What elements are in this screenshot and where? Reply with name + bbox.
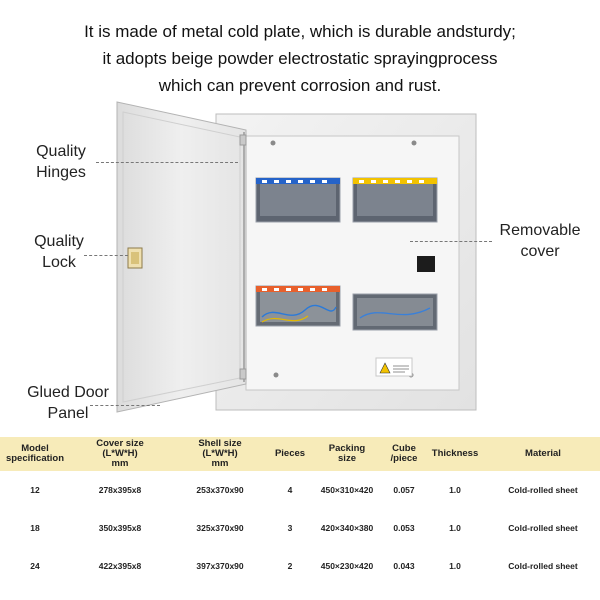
header-text: mm — [111, 458, 129, 469]
table-cell: 325x370x90 — [196, 523, 244, 533]
table-cell: 278x395x8 — [98, 485, 142, 495]
header-pieces — [270, 437, 310, 471]
table-cell: 422x395x8 — [98, 561, 142, 571]
table-cell: 350x395x8 — [98, 523, 142, 533]
header-text: Material — [525, 448, 561, 459]
intro-line: it adopts beige powder electrostatic sprayingprocess — [102, 49, 498, 68]
screw — [274, 373, 279, 378]
hinge — [240, 135, 246, 145]
header-text: size — [338, 453, 356, 464]
spec-table-header-row — [0, 437, 600, 471]
header-model — [0, 437, 70, 471]
intro-line: which can prevent corrosion and rust. — [158, 76, 442, 95]
callout-line: Panel — [47, 405, 89, 422]
table-row — [0, 471, 600, 509]
table-cell: 0.057 — [393, 485, 415, 495]
intro-line: It is made of metal cold plate, which is durable andsturdy; — [84, 22, 516, 41]
table-cell: 12 — [30, 485, 40, 495]
table-cell: Cold-rolled sheet — [508, 485, 578, 495]
table-cell: 420×340×380 — [320, 523, 374, 533]
spec-table — [0, 437, 600, 585]
header-thickness — [424, 437, 486, 471]
callout-quality-lock — [26, 231, 92, 273]
table-cell: 0.053 — [393, 523, 415, 533]
table-cell: 397x370x90 — [196, 561, 244, 571]
header-text: specification — [5, 453, 65, 464]
header-material — [486, 437, 600, 471]
callout-line: Hinges — [36, 164, 86, 181]
screw — [412, 141, 417, 146]
table-cell: 450×230×420 — [320, 561, 374, 571]
header-cover-size — [70, 437, 170, 471]
hinge — [240, 369, 246, 379]
header-text: Shell size — [198, 438, 242, 449]
table-cell: 2 — [287, 561, 293, 571]
table-row — [0, 547, 600, 585]
header-shell-size — [170, 437, 270, 471]
table-cell: 3 — [287, 523, 293, 533]
leader-line — [84, 255, 128, 256]
table-cell: 450×310×420 — [320, 485, 374, 495]
header-text: mm — [211, 458, 229, 469]
table-cell: 1.0 — [449, 485, 461, 495]
header-packing-size — [310, 437, 384, 471]
table-cell: 0.043 — [393, 561, 415, 571]
header-text: Cover size — [96, 438, 144, 449]
callout-removable-cover — [490, 220, 590, 262]
leader-line — [410, 241, 492, 242]
callout-line: Lock — [42, 254, 76, 271]
header-text: /piece — [390, 453, 418, 464]
product-stage — [0, 92, 600, 427]
table-cell: 1.0 — [449, 561, 461, 571]
callout-glued-door-panel — [16, 382, 120, 424]
header-text: Packing — [328, 443, 366, 454]
header-text: Thickness — [431, 448, 479, 459]
header-text: Pieces — [274, 448, 306, 459]
header-text: (L*W*H) — [202, 448, 238, 459]
callout-line: Removable — [499, 222, 581, 239]
leader-line — [96, 162, 238, 163]
table-cell: 4 — [287, 485, 293, 495]
header-cube — [384, 437, 424, 471]
table-cell: 1.0 — [449, 523, 461, 533]
callout-quality-hinges — [26, 141, 96, 183]
leader-line — [90, 405, 160, 406]
callout-line: cover — [520, 243, 560, 260]
callout-line: Quality — [36, 143, 86, 160]
switch-cutout — [417, 256, 435, 272]
table-cell: 18 — [30, 523, 40, 533]
header-text: Model — [21, 443, 49, 454]
table-cell: Cold-rolled sheet — [508, 523, 578, 533]
header-text: Cube — [392, 443, 416, 454]
header-text: (L*W*H) — [102, 448, 138, 459]
table-cell: 253x370x90 — [196, 485, 244, 495]
table-cell: Cold-rolled sheet — [508, 561, 578, 571]
callout-line: Glued Door — [27, 384, 109, 401]
table-row — [0, 509, 600, 547]
intro-text — [0, 18, 600, 99]
callout-line: Quality — [34, 233, 84, 250]
screw — [271, 141, 276, 146]
table-cell: 24 — [30, 561, 40, 571]
